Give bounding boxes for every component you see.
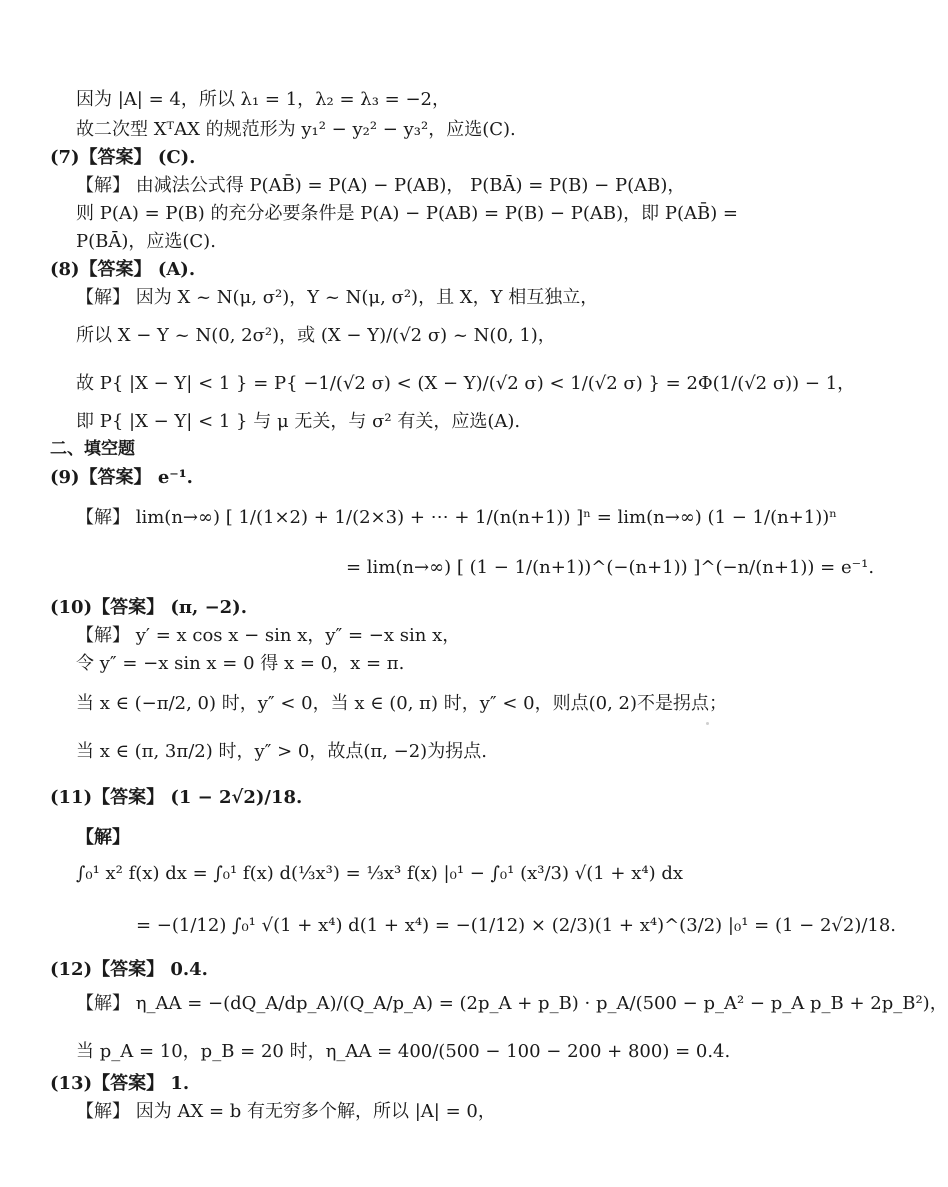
text-line: 当 x ∈ (π, 3π/2) 时，y″ > 0，故点(π, −2)为拐点. [76, 741, 487, 762]
formula-line: 【解】 η_AA = −(dQ_A/dp_A)/(Q_A/p_A) = (2p_A + p_B) · p_A/(500 − p_A² − p_A p_B + 2p_B²)， [76, 993, 948, 1014]
answer-heading: (7)【答案】 (C). [50, 147, 196, 168]
text-line: 因为 |A| = 4，所以 λ₁ = 1，λ₂ = λ₃ = −2， [76, 89, 450, 110]
formula-line: = lim(n→∞) [ (1 − 1/(n+1))^(−(n+1)) ]^(−n/(n+1)) = e⁻¹. [346, 557, 875, 578]
answer-heading: (13)【答案】 1. [50, 1073, 190, 1094]
text-line: 【解】 因为 AX = b 有无穷多个解，所以 |A| = 0， [76, 1101, 496, 1122]
text-line: 故二次型 XᵀAX 的规范形为 y₁² − y₂² − y₃²，应选(C). [76, 119, 516, 140]
solution-label: 【解】 [76, 827, 130, 848]
text-line: 令 y″ = −x sin x = 0 得 x = 0，x = π. [76, 653, 405, 674]
formula-line: = −(1/12) ∫₀¹ √(1 + x⁴) d(1 + x⁴) = −(1/12) × (2/3)(1 + x⁴)^(3/2) |₀¹ = (1 − 2√2)/18. [136, 915, 897, 936]
answer-heading: (11)【答案】 (1 − 2√2)/18. [50, 787, 303, 808]
answer-heading: (10)【答案】 (π, −2). [50, 597, 247, 618]
formula-line: 【解】 lim(n→∞) [ 1/(1×2) + 1/(2×3) + ⋯ + 1/(n(n+1)) ]ⁿ = lim(n→∞) (1 − 1/(n+1))ⁿ [76, 507, 838, 528]
formula-line: 当 p_A = 10，p_B = 20 时，η_AA = 400/(500 − 100 − 200 + 800) = 0.4. [76, 1041, 731, 1062]
answer-heading: (8)【答案】 (A). [50, 259, 196, 280]
section-title: 二、填空题 [50, 439, 135, 459]
answer-heading: (9)【答案】 e⁻¹. [50, 467, 193, 488]
text-line: 则 P(A) = P(B) 的充分必要条件是 P(A) − P(AB) = P(B) − P(AB)，即 P(AB̄) = [76, 203, 739, 224]
text-line: 所以 X − Y ~ N(0, 2σ²)，或 (X − Y)/(√2 σ) ~ N(0, 1)， [76, 325, 556, 346]
formula-line: ∫₀¹ x² f(x) dx = ∫₀¹ f(x) d(⅓x³) = ⅓x³ f(x) |₀¹ − ∫₀¹ (x³/3) √(1 + x⁴) dx [76, 863, 683, 884]
text-line: 【解】 由减法公式得 P(AB̄) = P(A) − P(AB)， P(BĀ) = P(B) − P(AB)， [76, 175, 686, 196]
text-line: 【解】 因为 X ~ N(μ, σ²)，Y ~ N(μ, σ²)，且 X，Y 相互独立， [76, 287, 599, 308]
answer-heading: (12)【答案】 0.4. [50, 959, 208, 980]
text-line: 【解】 y′ = x cos x − sin x，y″ = −x sin x， [76, 625, 461, 646]
scan-speck [706, 722, 709, 725]
text-line: 故 P{ |X − Y| < 1 } = P{ −1/(√2 σ) < (X − Y)/(√2 σ) < 1/(√2 σ) } = 2Φ(1/(√2 σ)) − 1， [76, 373, 856, 394]
text-line: 当 x ∈ (−π/2, 0) 时，y″ < 0，当 x ∈ (0, π) 时，y″ < 0，则点(0, 2)不是拐点； [76, 693, 727, 714]
text-line: 即 P{ |X − Y| < 1 } 与 μ 无关，与 σ² 有关，应选(A). [76, 411, 521, 432]
text-line: P(BĀ)，应选(C). [76, 231, 216, 252]
